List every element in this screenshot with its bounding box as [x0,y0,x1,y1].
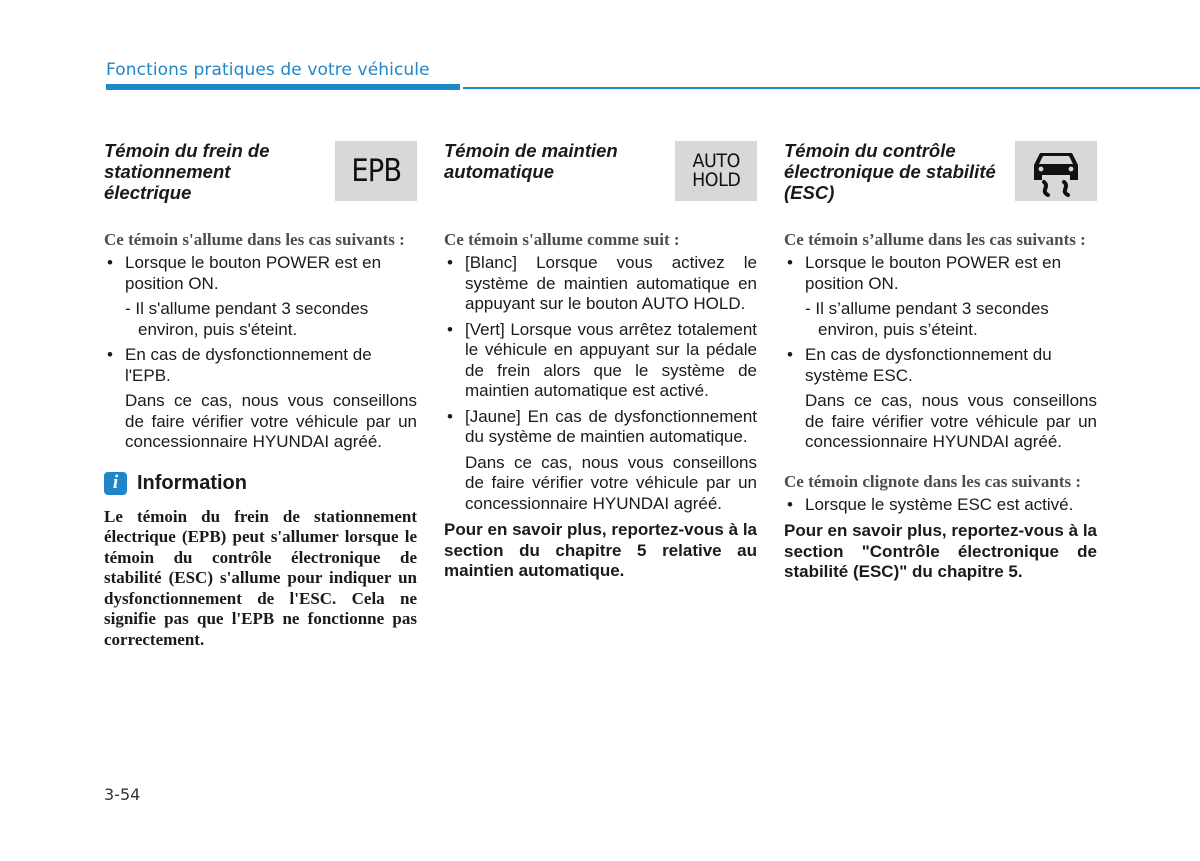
epb-advice-paragraph: Dans ce cas, nous vous conseillons de faire vérifier votre véhicule par un concessionnaire HYUNDAI agréé. [125,391,417,451]
list-item: • En cas de dysfonctionnement du système ESC. [784,345,1097,386]
auto-hold-reference-note: Pour en savoir plus, reportez-vous à la section du chapitre 5 relative au maintien automatique. [444,520,757,580]
page-number: 3-54 [104,785,141,804]
information-icon: i [104,472,127,495]
auto-hold-icon-line1: AUTO [692,150,740,172]
esc-advice-paragraph: Dans ce cas, nous vous conseillons de faire vérifier votre véhicule par un concessionnaire HYUNDAI agréé. [805,391,1097,451]
header-accent-bar [106,84,460,90]
auto-hold-icon-line2: HOLD [691,169,741,191]
epb-sub-item: - Il s'allume pendant 3 secondes environ, puis s'éteint. [125,299,369,339]
section-title-esc: Témoin du contrôle électronique de stabilité (ESC) [784,140,996,203]
epb-conditions-heading: Ce témoin s'allume dans les cas suivants : [104,230,405,249]
list-item: • [Blanc] Lorsque vous activez le système de maintien automatique en appuyant sur le bouton AUTO HOLD. [444,253,757,315]
information-text: Le témoin du frein de stationnement électrique (EPB) peut s'allumer lorsque le témoin du contrôle électronique de stabilité (ESC) s'allume pour indiquer un dysfonctionnement de l'ESC. Cela ne signifie pas que l'EPB ne fonctionne pas correctement. [104,506,417,649]
column-auto-hold [444,139,757,582]
auto-hold-advice-paragraph: Dans ce cas, nous vous conseillons de faire vérifier votre véhicule par un concessionnaire HYUNDAI agréé. [465,452,757,513]
auto-hold-conditions-heading: Ce témoin s'allume comme suit : [444,230,680,249]
esc-reference-note: Pour en savoir plus, reportez-vous à la section "Contrôle électronique de stabilité (ESC)" du chapitre 5. [784,521,1097,581]
section-title-auto-hold: Témoin de maintien automatique [444,140,618,182]
list-item: • Lorsque le bouton POWER est en position ON. [104,253,417,294]
esc-conditions-heading: Ce témoin s’allume dans les cas suivants : [784,230,1086,249]
esc-blink-list [784,495,1097,516]
esc-blink-heading: Ce témoin clignote dans les cas suivants : [784,471,1082,491]
section-title-epb: Témoin du frein de stationnement électrique [104,140,270,203]
epb-bullet-list [104,253,417,294]
column-esc [784,139,1097,583]
header-rule [463,87,1200,89]
section-head-epb [104,139,417,229]
section-head-auto-hold [444,139,757,229]
list-item: • [Jaune] En cas de dysfonctionnement du système de maintien automatique. [444,407,757,448]
esc-bullet-list [784,253,1097,294]
information-title: Information [137,471,247,494]
list-item: • Lorsque le bouton POWER est en position ON. [784,253,1097,294]
auto-hold-bullet-list [444,253,757,448]
auto-hold-icon [675,141,757,201]
column-epb [104,139,417,650]
esc-skid-car-icon [1015,141,1097,201]
esc-sub-item: - Il s’allume pendant 3 secondes environ, puis s’éteint. [805,299,1049,339]
list-item: • Lorsque le système ESC est activé. [784,495,1097,516]
section-header-title: Fonctions pratiques de votre véhicule [106,60,430,80]
list-item: • En cas de dysfonctionnement de l'EPB. [104,345,417,386]
list-item: • [Vert] Lorsque vous arrêtez totalement le véhicule en appuyant sur la pédale de frein alors que le système de maintien automatique est activé. [444,320,757,402]
epb-icon [335,141,417,201]
epb-icon-label: EPB [351,153,401,189]
information-heading [104,472,417,495]
section-head-esc [784,139,1097,229]
esc-skid-car-svg [1026,145,1086,197]
